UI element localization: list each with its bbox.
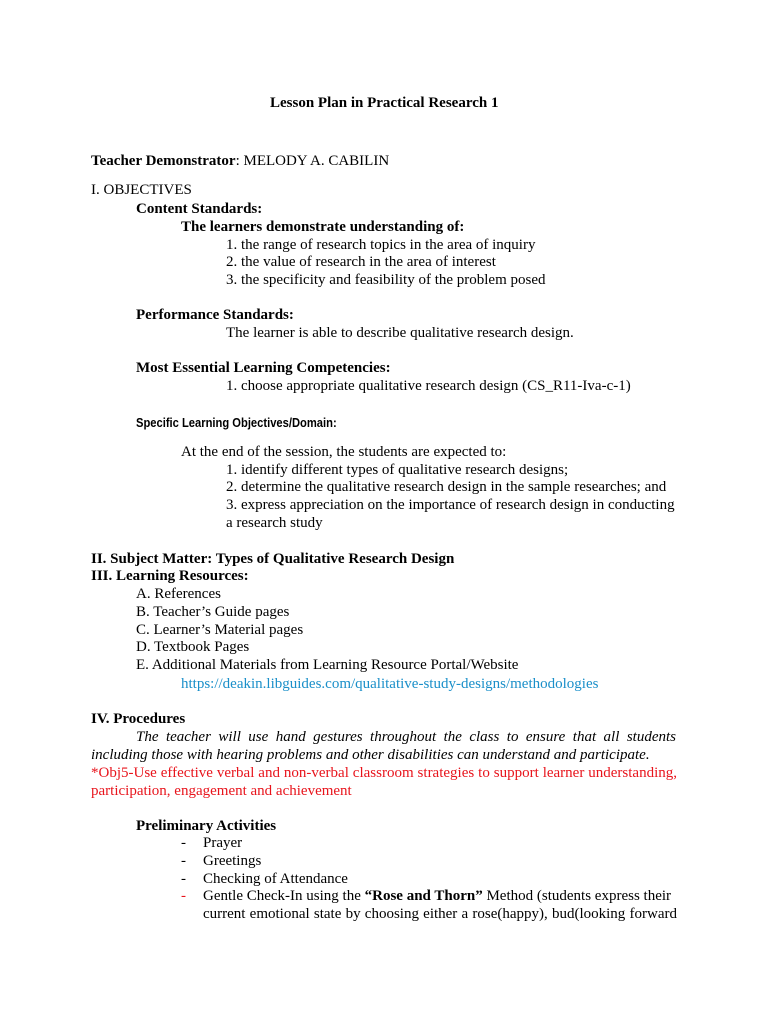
- specific-objective-item: a research study: [226, 515, 323, 531]
- content-standard-item: 3. the specificity and feasibility of the problem posed: [226, 272, 546, 288]
- content-standards-intro: The learners demonstrate understanding of:: [181, 219, 465, 235]
- teacher-name: : MELODY A. CABILIN: [235, 153, 390, 169]
- procedures-note-line-1: The teacher will use hand gestures throughout the class to ensure that all students: [136, 729, 676, 745]
- bullet-dash: -: [181, 888, 186, 904]
- specific-objective-item: 2. determine the qualitative research design in the sample researches; and: [226, 479, 667, 495]
- melc-item: 1. choose appropriate qualitative research design (CS_R11-Iva-c-1): [226, 378, 631, 394]
- learning-resources-heading: III. Learning Resources:: [91, 568, 249, 584]
- performance-standards-heading: Performance Standards:: [136, 307, 294, 323]
- bullet-dash: -: [181, 871, 186, 887]
- teacher-line: [91, 152, 389, 170]
- content-standards-heading: Content Standards:: [136, 201, 263, 217]
- resource-item: B. Teacher’s Guide pages: [136, 604, 290, 620]
- teacher-label: Teacher Demonstrator: [91, 153, 236, 169]
- melc-heading: Most Essential Learning Competencies:: [136, 360, 391, 376]
- subject-matter-heading: II. Subject Matter: Types of Qualitative Research Design: [91, 551, 455, 567]
- resource-item: E. Additional Materials from Learning Resource Portal/Website: [136, 657, 519, 673]
- specific-objectives-intro: At the end of the session, the students are expected to:: [181, 444, 507, 460]
- list-item-text: Checking of Attendance: [203, 871, 348, 887]
- rose-thorn-line-2: current emotional state by choosing either a rose(happy), bud(looking forward: [203, 906, 677, 922]
- rose-thorn-post: Method (students express their: [482, 888, 672, 904]
- content-standard-item: 2. the value of research in the area of interest: [226, 254, 496, 270]
- specific-objective-item: 1. identify different types of qualitative research designs;: [226, 462, 569, 478]
- specific-objectives-heading: Specific Learning Objectives/Domain:: [136, 415, 337, 430]
- rose-thorn-pre: Gentle Check-In using the: [203, 888, 365, 904]
- resource-item: D. Textbook Pages: [136, 639, 250, 655]
- bullet-dash: -: [181, 835, 186, 851]
- performance-standards-text: The learner is able to describe qualitative research design.: [226, 325, 574, 341]
- procedures-heading: IV. Procedures: [91, 711, 186, 727]
- specific-objective-item: 3. express appreciation on the importance of research design in conducting: [226, 497, 675, 513]
- objectives-heading: I. OBJECTIVES: [91, 182, 192, 198]
- list-item-text: Greetings: [203, 853, 262, 869]
- preliminary-heading: Preliminary Activities: [136, 818, 277, 834]
- content-standard-item: 1. the range of research topics in the area of inquiry: [226, 237, 536, 253]
- list-item-text: Prayer: [203, 835, 243, 851]
- obj5-line-2: participation, engagement and achievement: [91, 783, 352, 799]
- resource-link[interactable]: https://deakin.libguides.com/qualitative-study-designs/methodologies: [181, 676, 599, 692]
- obj5-line-1: *Obj5-Use effective verbal and non-verbal classroom strategies to support learner understanding,: [91, 765, 677, 781]
- rose-thorn-name: “Rose and Thorn”: [364, 888, 483, 904]
- list-item-text: [203, 887, 671, 905]
- procedures-note-line-2: including those with hearing problems and other disabilities can understand and participate.: [91, 747, 650, 763]
- resource-item: A. References: [136, 586, 221, 602]
- document-title: Lesson Plan in Practical Research 1: [270, 95, 499, 111]
- resource-item: C. Learner’s Material pages: [136, 622, 304, 638]
- bullet-dash: -: [181, 853, 186, 869]
